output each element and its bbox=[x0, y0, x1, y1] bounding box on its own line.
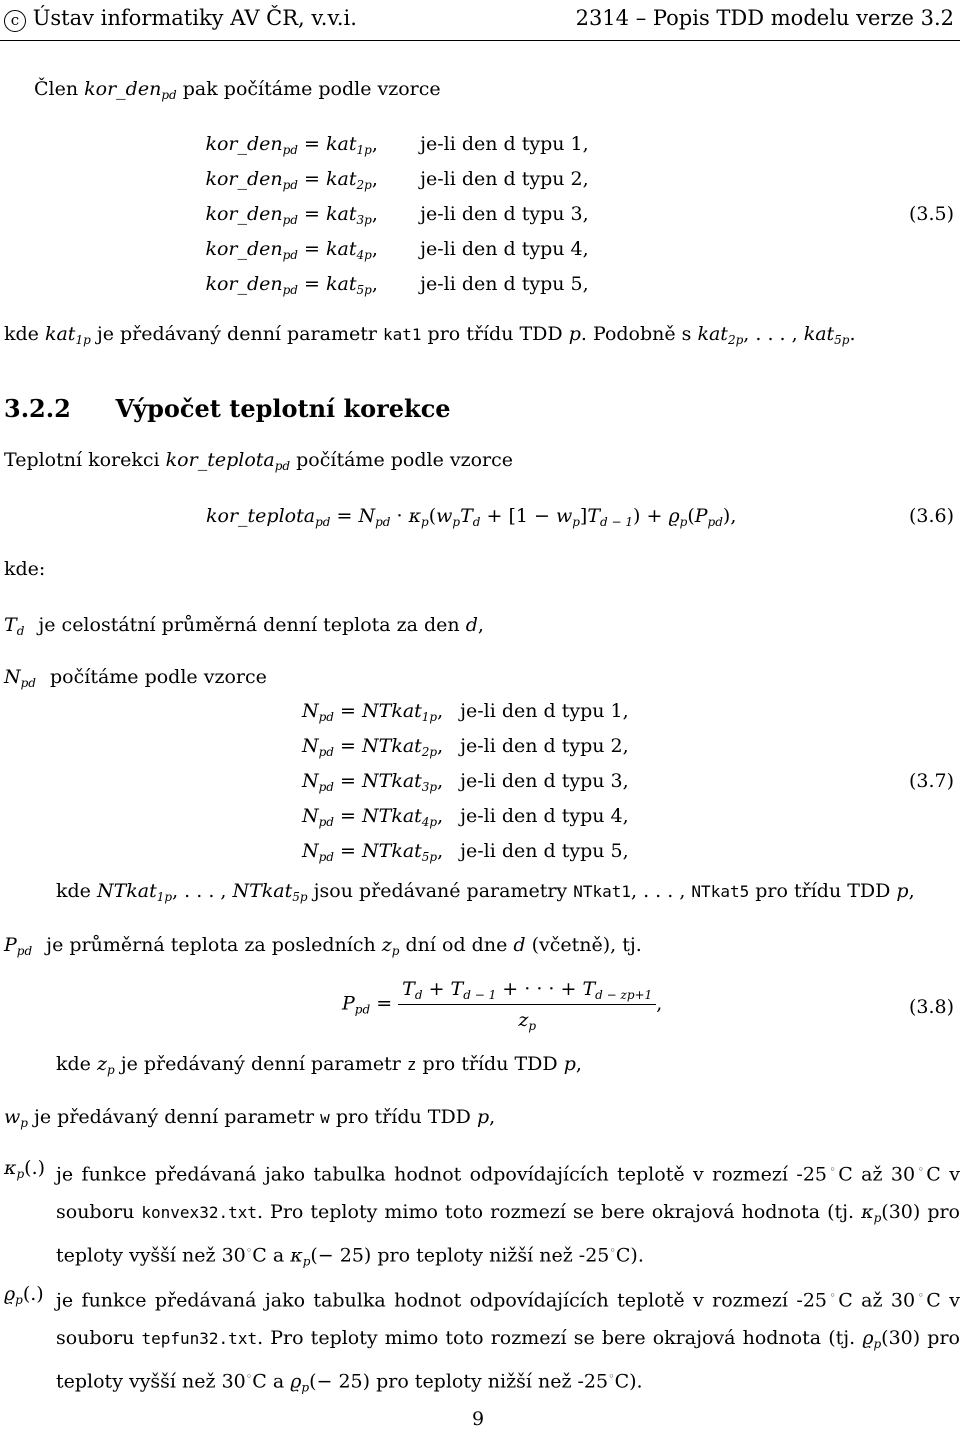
eq-row: $N_{pd}$ = NTkat$_{5p}$, je-li den d typu 5, bbox=[302, 840, 629, 864]
section-number: 3.2.2 bbox=[4, 394, 71, 423]
rho-label: $ϱ_p(.)$ bbox=[4, 1283, 44, 1307]
fraction: $\frac{T_d + T_{d - 1} + \cdot \cdot \cdot + T_{d - zp+1}}{z_p}$ bbox=[398, 978, 656, 1031]
eq-row: kor_den$_{pd}$ = kat$_{3p}$, je-li den d typu 3, bbox=[205, 203, 589, 227]
equation-number: (3.7) bbox=[908, 770, 954, 792]
kde-ntkat-sentence: kde NTkat$_{1p}$, . . . , NTkat$_{5p}$ jsou předávané parametry NTkat1, . . . , NTkat5 pro třídu TDD p, bbox=[56, 880, 915, 904]
eq-row: $N_{pd}$ = NTkat$_{2p}$, je-li den d typu 2, bbox=[302, 735, 629, 759]
eq-row: $N_{pd}$ = NTkat$_{1p}$, je-li den d typu 1, bbox=[302, 700, 629, 724]
kappa-paragraph: je funkce předávaná jako tabulka hodnot odpovídajících teplotě v rozmezí -25◦C až 30◦C v souboru konvex32.txt. Pro teploty mimo toto rozmezí se bere okrajová hodnota (tj. $\kappa_p(30)$ pro teploty vyšší než 30◦C a $\kappa_p(- 25)$ pro teploty nižší než -25◦C). bbox=[56, 1163, 960, 1269]
equation-number: (3.8) bbox=[908, 996, 954, 1018]
equation-3-6: kor_teplota$_{pd}$ = $N_{pd} \cdot \kappa_p(w_pT_d + [1 - w_p]T_{d - 1}) + ϱ_p(P_{pd})$, bbox=[206, 505, 737, 529]
kde-label: kde: bbox=[4, 558, 46, 580]
kappa-label: $\kappa_p(.)$ bbox=[4, 1157, 46, 1181]
intro-sentence: Člen kor_den$_{pd}$ pak počítáme podle vzorce bbox=[34, 78, 441, 102]
eq-row: kor_den$_{pd}$ = kat$_{4p}$, je-li den d typu 4, bbox=[205, 238, 589, 262]
section-title: Výpočet teplotní korekce bbox=[115, 394, 451, 423]
kde-kat-sentence: kde kat$_{1p}$ je předávaný denní parametr kat1 pro třídu TDD p. Podobně s kat$_{2p}$, . . . , kat$_{5p}$. bbox=[4, 323, 856, 347]
teplotni-sentence: Teplotní korekci kor_teplota$_{pd}$ počítáme podle vzorce bbox=[4, 449, 514, 473]
running-header-left bbox=[4, 6, 357, 32]
copyright-symbol: c bbox=[4, 10, 26, 32]
w-definition: $w_p$ je předávaný denní parametr w pro třídu TDD p, bbox=[4, 1106, 496, 1130]
running-header-right: 2314 – Popis TDD modelu verze 3.2 bbox=[575, 6, 954, 30]
header-institution: Ústav informatiky AV ČR, v.v.i. bbox=[32, 6, 357, 30]
equation-3-8: $P_{pd}$ = $\frac{T_d + T_{d - 1} + \cdot \cdot \cdot + T_{d - zp+1}}{z_p}$ , bbox=[342, 978, 663, 1033]
td-definition: $T_d$ je celostátní průměrná denní teplota za den d, bbox=[4, 614, 484, 638]
ppd-definition: $P_{pd}$ je průměrná teplota za posledních $z_p$ dní od dne d (včetně), tj. bbox=[4, 934, 642, 958]
eq-row: kor_den$_{pd}$ = kat$_{2p}$, je-li den d typu 2, bbox=[205, 168, 589, 192]
npd-definition: $N_{pd}$ počítáme podle vzorce bbox=[4, 666, 267, 690]
rho-paragraph: je funkce předávaná jako tabulka hodnot odpovídajících teplotě v rozmezí -25◦C až 30◦C v souboru tepfun32.txt. Pro teploty mimo toto rozmezí se bere okrajová hodnota (tj. $ϱ_p(30)$ pro teploty vyšší než 30◦C a $ϱ_p(- 25)$ pro teploty nižší než -25◦C). bbox=[56, 1289, 960, 1395]
eq-row: $N_{pd}$ = NTkat$_{3p}$, je-li den d typu 3, bbox=[302, 770, 629, 794]
equation-number: (3.6) bbox=[908, 505, 954, 527]
equation-number: (3.5) bbox=[908, 203, 954, 225]
page-number: 9 bbox=[472, 1408, 485, 1430]
section-heading bbox=[4, 394, 451, 423]
eq-row: kor_den$_{pd}$ = kat$_{1p}$, je-li den d typu 1, bbox=[205, 133, 589, 157]
eq-row: kor_den$_{pd}$ = kat$_{5p}$, je-li den d typu 5, bbox=[205, 273, 589, 297]
eq-row: $N_{pd}$ = NTkat$_{4p}$, je-li den d typu 4, bbox=[302, 805, 629, 829]
kde-z-sentence: kde $z_p$ je předávaný denní parametr z pro třídu TDD p, bbox=[56, 1053, 582, 1077]
header-rule bbox=[0, 40, 960, 41]
